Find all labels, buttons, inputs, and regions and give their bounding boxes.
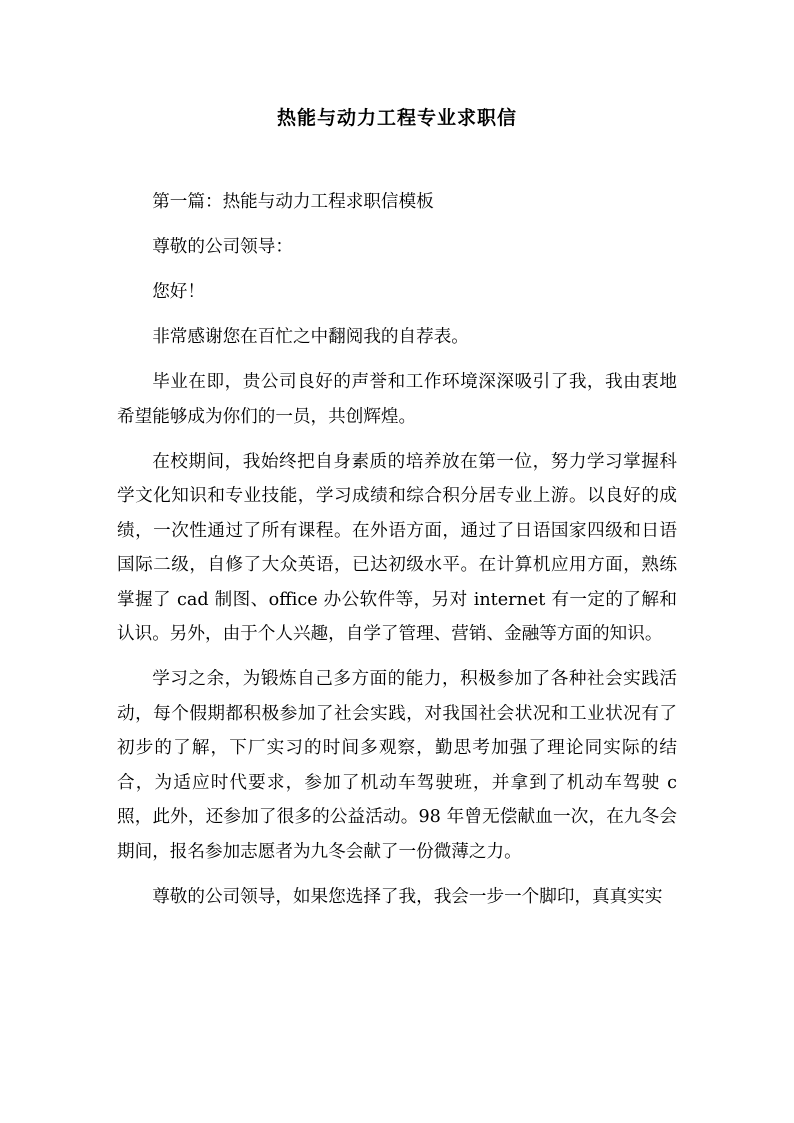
body-paragraph: 毕业在即，贵公司良好的声誉和工作环境深深吸引了我，我由衷地希望能够成为你们的一员，共创辉煌。 xyxy=(117,372,677,427)
salutation-paragraph: 尊敬的公司领导： xyxy=(152,237,293,257)
body-paragraph: 学习之余，为锻炼自己多方面的能力，积极参加了各种社会实践活动，每个假期都积极参加了社会实践，对我国社会状况和工业状况有了初步的了解，下厂实习的时间多观察，勤思考加强了理论同实际的结合，为适应时代要求，参加了机动车驾驶班，并拿到了机动车驾驶 c 照，此外，还参加了很多的公益活动。98 年曾无偿献血一次，在九冬会期间，报名参加志愿者为九冬会献了一份微薄之力。 xyxy=(117,669,677,862)
greeting-paragraph: 您好！ xyxy=(152,282,205,302)
subheading-paragraph: 第一篇：热能与动力工程求职信模板 xyxy=(152,192,434,212)
document-title: 热能与动力工程专业求职信 xyxy=(276,107,517,129)
body-paragraph: 在校期间，我始终把自身素质的培养放在第一位，努力学习掌握科学文化知识和专业技能，学习成绩和综合积分居专业上游。以良好的成绩，一次性通过了所有课程。在外语方面，通过了日语国家四级和日语国际二级，自修了大众英语，已达初级水平。在计算机应用方面，熟练掌握了 cad 制图、office 办公软件等，另对 internet 有一定的了解和认识。另外，由于个人兴趣，自学了管理、营销、金融等方面的知识。 xyxy=(117,451,677,644)
body-paragraph: 非常感谢您在百忙之中翻阅我的自荐表。 xyxy=(152,327,469,347)
document-body xyxy=(117,185,677,925)
body-paragraph: 尊敬的公司领导，如果您选择了我，我会一步一个脚印，真真实实 xyxy=(152,886,663,907)
